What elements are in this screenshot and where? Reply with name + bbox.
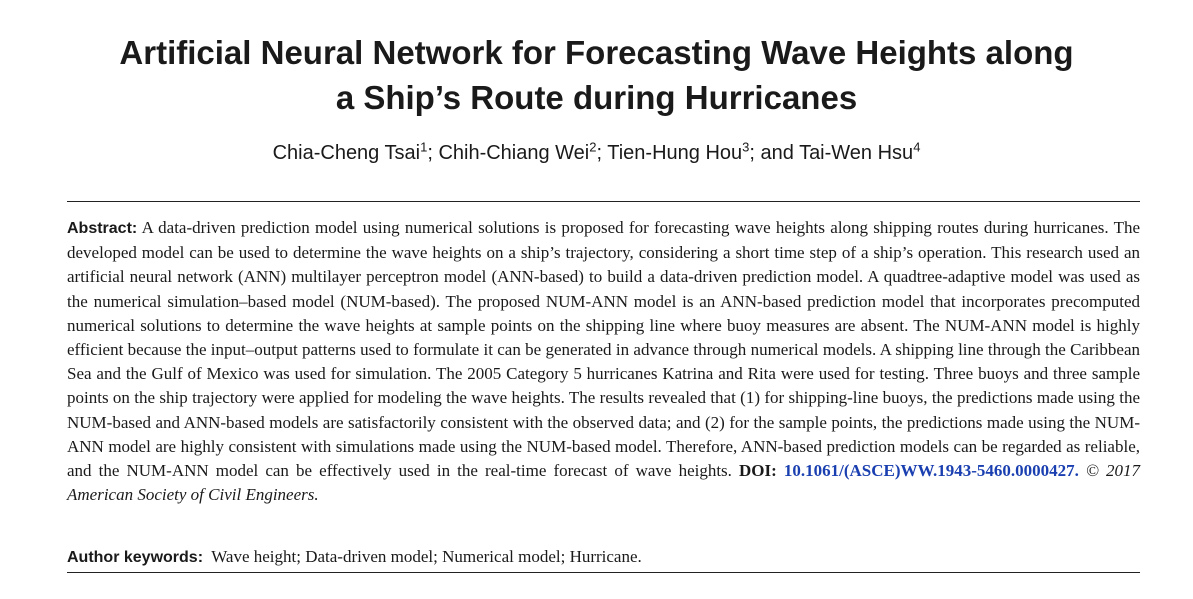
author-name: Tien-Hung Hou	[607, 142, 743, 164]
author-list	[0, 139, 1193, 167]
abstract-label: Abstract:	[67, 220, 138, 237]
paper-title	[0, 30, 1193, 120]
abstract-text: A data-driven prediction model using numerical solutions is proposed for forecasting wave heights along shipping routes during hurricanes. The developed model can be used to determine the wave heights on a ship’s trajectory, considering a short time step of a ship’s operation. This research used an artificial neural network (ANN) multilayer perceptron model (ANN-based) to build a data-driven prediction model. A quadtree-adaptive model was used as the numerical simulation–based model (NUM-based). The proposed NUM-ANN model is an ANN-based prediction model that incorporates precomputed numerical solutions to determine the wave heights at sample points on the shipping line where buoy measures are absent. The NUM-ANN model is highly efficient because the input–output patterns used to formulate it can be generated in advance through numerical models. A shipping line through the Caribbean Sea and the Gulf of Mexico was used for simulation. The 2005 Category 5 hurricanes Katrina and Rita were used for testing. Three buoys and three sample points on the ship trajectory were applied for modeling the wave heights. The results revealed that (1) for shipping-line buoys, the predictions made using the NUM-based and ANN-based models are satisfactorily consistent with the observed data; and (2) for the sample points, the predictions made using the NUM-ANN model are highly consistent with simulations made using the NUM-based model. Therefore, ANN-based prediction models can be regarded as reliable, and the NUM-ANN model can be effectively used in the real-time forecast of wave heights.	[67, 218, 1140, 481]
keywords-label: Author keywords:	[67, 549, 204, 566]
author-name: Chih-Chiang Wei	[438, 142, 590, 164]
author-separator: ;	[427, 142, 439, 164]
paper-title-line-2: a Ship’s Route during Hurricanes	[335, 79, 858, 116]
copyright-notice: © 2017 American Society of Civil Engineers.	[67, 461, 1140, 505]
top-divider	[67, 201, 1140, 202]
author-separator: ; and	[749, 142, 800, 164]
author-affiliation-marker: 4	[913, 139, 921, 155]
author-affiliation-marker: 2	[589, 139, 597, 155]
doi-link[interactable]: 10.1061/(ASCE)WW.1943-5460.0000427.	[783, 461, 1079, 481]
bottom-divider	[67, 572, 1140, 573]
author-affiliation-marker: 1	[420, 139, 428, 155]
abstract	[67, 216, 1140, 507]
author-separator: ;	[596, 142, 608, 164]
paper-title-line-1: Artificial Neural Network for Forecasting Wave Heights along	[119, 34, 1074, 71]
keywords-text: Wave height; Data-driven model; Numerical model; Hurricane.	[211, 547, 642, 566]
author-affiliation-marker: 3	[742, 139, 750, 155]
author-keywords	[67, 546, 1140, 569]
author-name: Tai-Wen Hsu	[799, 142, 914, 164]
doi-label: DOI:	[739, 461, 777, 481]
author-name: Chia-Cheng Tsai	[272, 142, 421, 164]
